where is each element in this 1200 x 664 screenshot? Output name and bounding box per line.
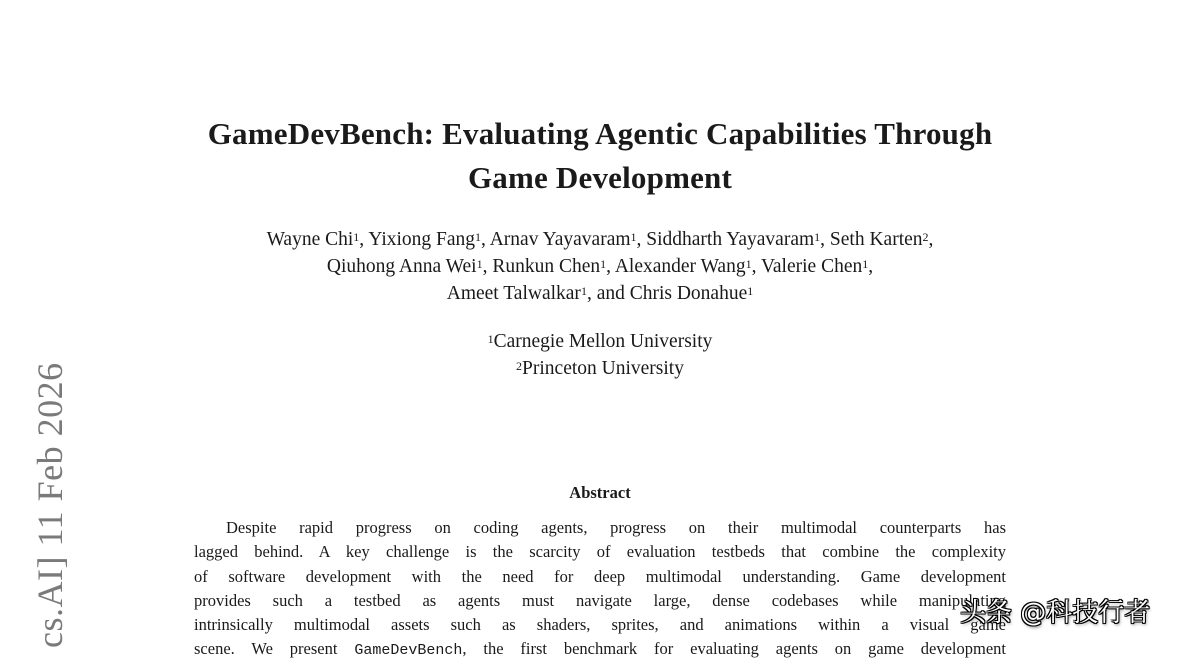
abstract-line: lagged behind. A key challenge is the scarcity of evaluation testbeds that combine the complexity (194, 542, 1006, 562)
author-affiliation-mark: 1 (745, 257, 752, 271)
author-name: Qiuhong Anna Wei (326, 256, 477, 277)
benchmark-name-code: GameDevBench (354, 642, 463, 660)
affiliation-name: Carnegie Mellon University (493, 331, 713, 352)
author-name: Chris Donahue (629, 283, 748, 304)
affiliation-list (100, 328, 1100, 382)
author-name: Ameet Talwalkar (446, 283, 581, 304)
paper-title (100, 112, 1100, 200)
author-line-3: Ameet Talwalkar$^1$, and Chris Donahue$^1$ (446, 283, 754, 304)
author-name: Siddharth Yayavaram (646, 229, 815, 250)
abstract-line: intrinsically multimodal assets such as shaders, sprites, and animations within a visual game (194, 615, 1006, 635)
watermark: 头条 @科技行者 (960, 598, 1151, 628)
author-affiliation-mark: 1 (475, 230, 482, 244)
author-affiliation-mark: 1 (600, 257, 607, 271)
author-affiliation-mark: 2 (922, 230, 929, 244)
affiliation-mark: 2 (516, 359, 523, 373)
arxiv-stamp: cs.AI] 11 Feb 2026 (30, 362, 70, 648)
author-affiliation-mark: 1 (630, 230, 637, 244)
affiliation (100, 328, 1100, 355)
abstract-heading: Abstract (569, 483, 631, 502)
author-name: Yixiong Fang (368, 229, 476, 250)
abstract-line: provides such a testbed as agents must navigate large, dense codebases while manipulating (194, 590, 1006, 610)
author-line-2: Qiuhong Anna Wei$^1$, Runkun Chen$^1$, Alexander Wang$^1$, Valerie Chen$^1$, (326, 256, 874, 277)
abstract-line: of software development with the need for deep multimodal understanding. Game development (194, 566, 1006, 586)
abstract-line: scene. We present GameDevBench, the first benchmark for evaluating agents on game development (194, 639, 1006, 660)
affiliation (100, 355, 1100, 382)
author-affiliation-mark: 1 (862, 257, 869, 271)
author-affiliation-mark: 1 (747, 284, 754, 298)
author-line-1: Wayne Chi$^1$, Yixiong Fang$^1$, Arnav Yayavaram$^1$, Siddharth Yayavaram$^1$, Seth Karten$^2$, (266, 229, 934, 250)
author-affiliation-mark: 1 (580, 284, 587, 298)
author-name: Valerie Chen (760, 256, 863, 277)
author-name: Arnav Yayavaram (489, 229, 631, 250)
author-name: Wayne Chi (266, 229, 354, 250)
affiliation-mark: 1 (487, 332, 494, 346)
author-affiliation-mark: 1 (353, 230, 360, 244)
affiliation-name: Princeton University (522, 358, 684, 379)
author-name: Runkun Chen (492, 256, 601, 277)
abstract-body (194, 516, 1006, 664)
author-name: Alexander Wang (614, 256, 746, 277)
title-line-1: GameDevBench: Evaluating Agentic Capabilities Through (207, 116, 993, 151)
author-list (100, 226, 1100, 307)
author-affiliation-mark: 1 (814, 230, 821, 244)
abstract-line: Despite rapid progress on coding agents, progress on their multimodal counterparts has (226, 518, 1006, 537)
author-affiliation-mark: 1 (476, 257, 483, 271)
author-name: Seth Karten (829, 229, 923, 250)
title-line-2: Game Development (467, 160, 733, 195)
